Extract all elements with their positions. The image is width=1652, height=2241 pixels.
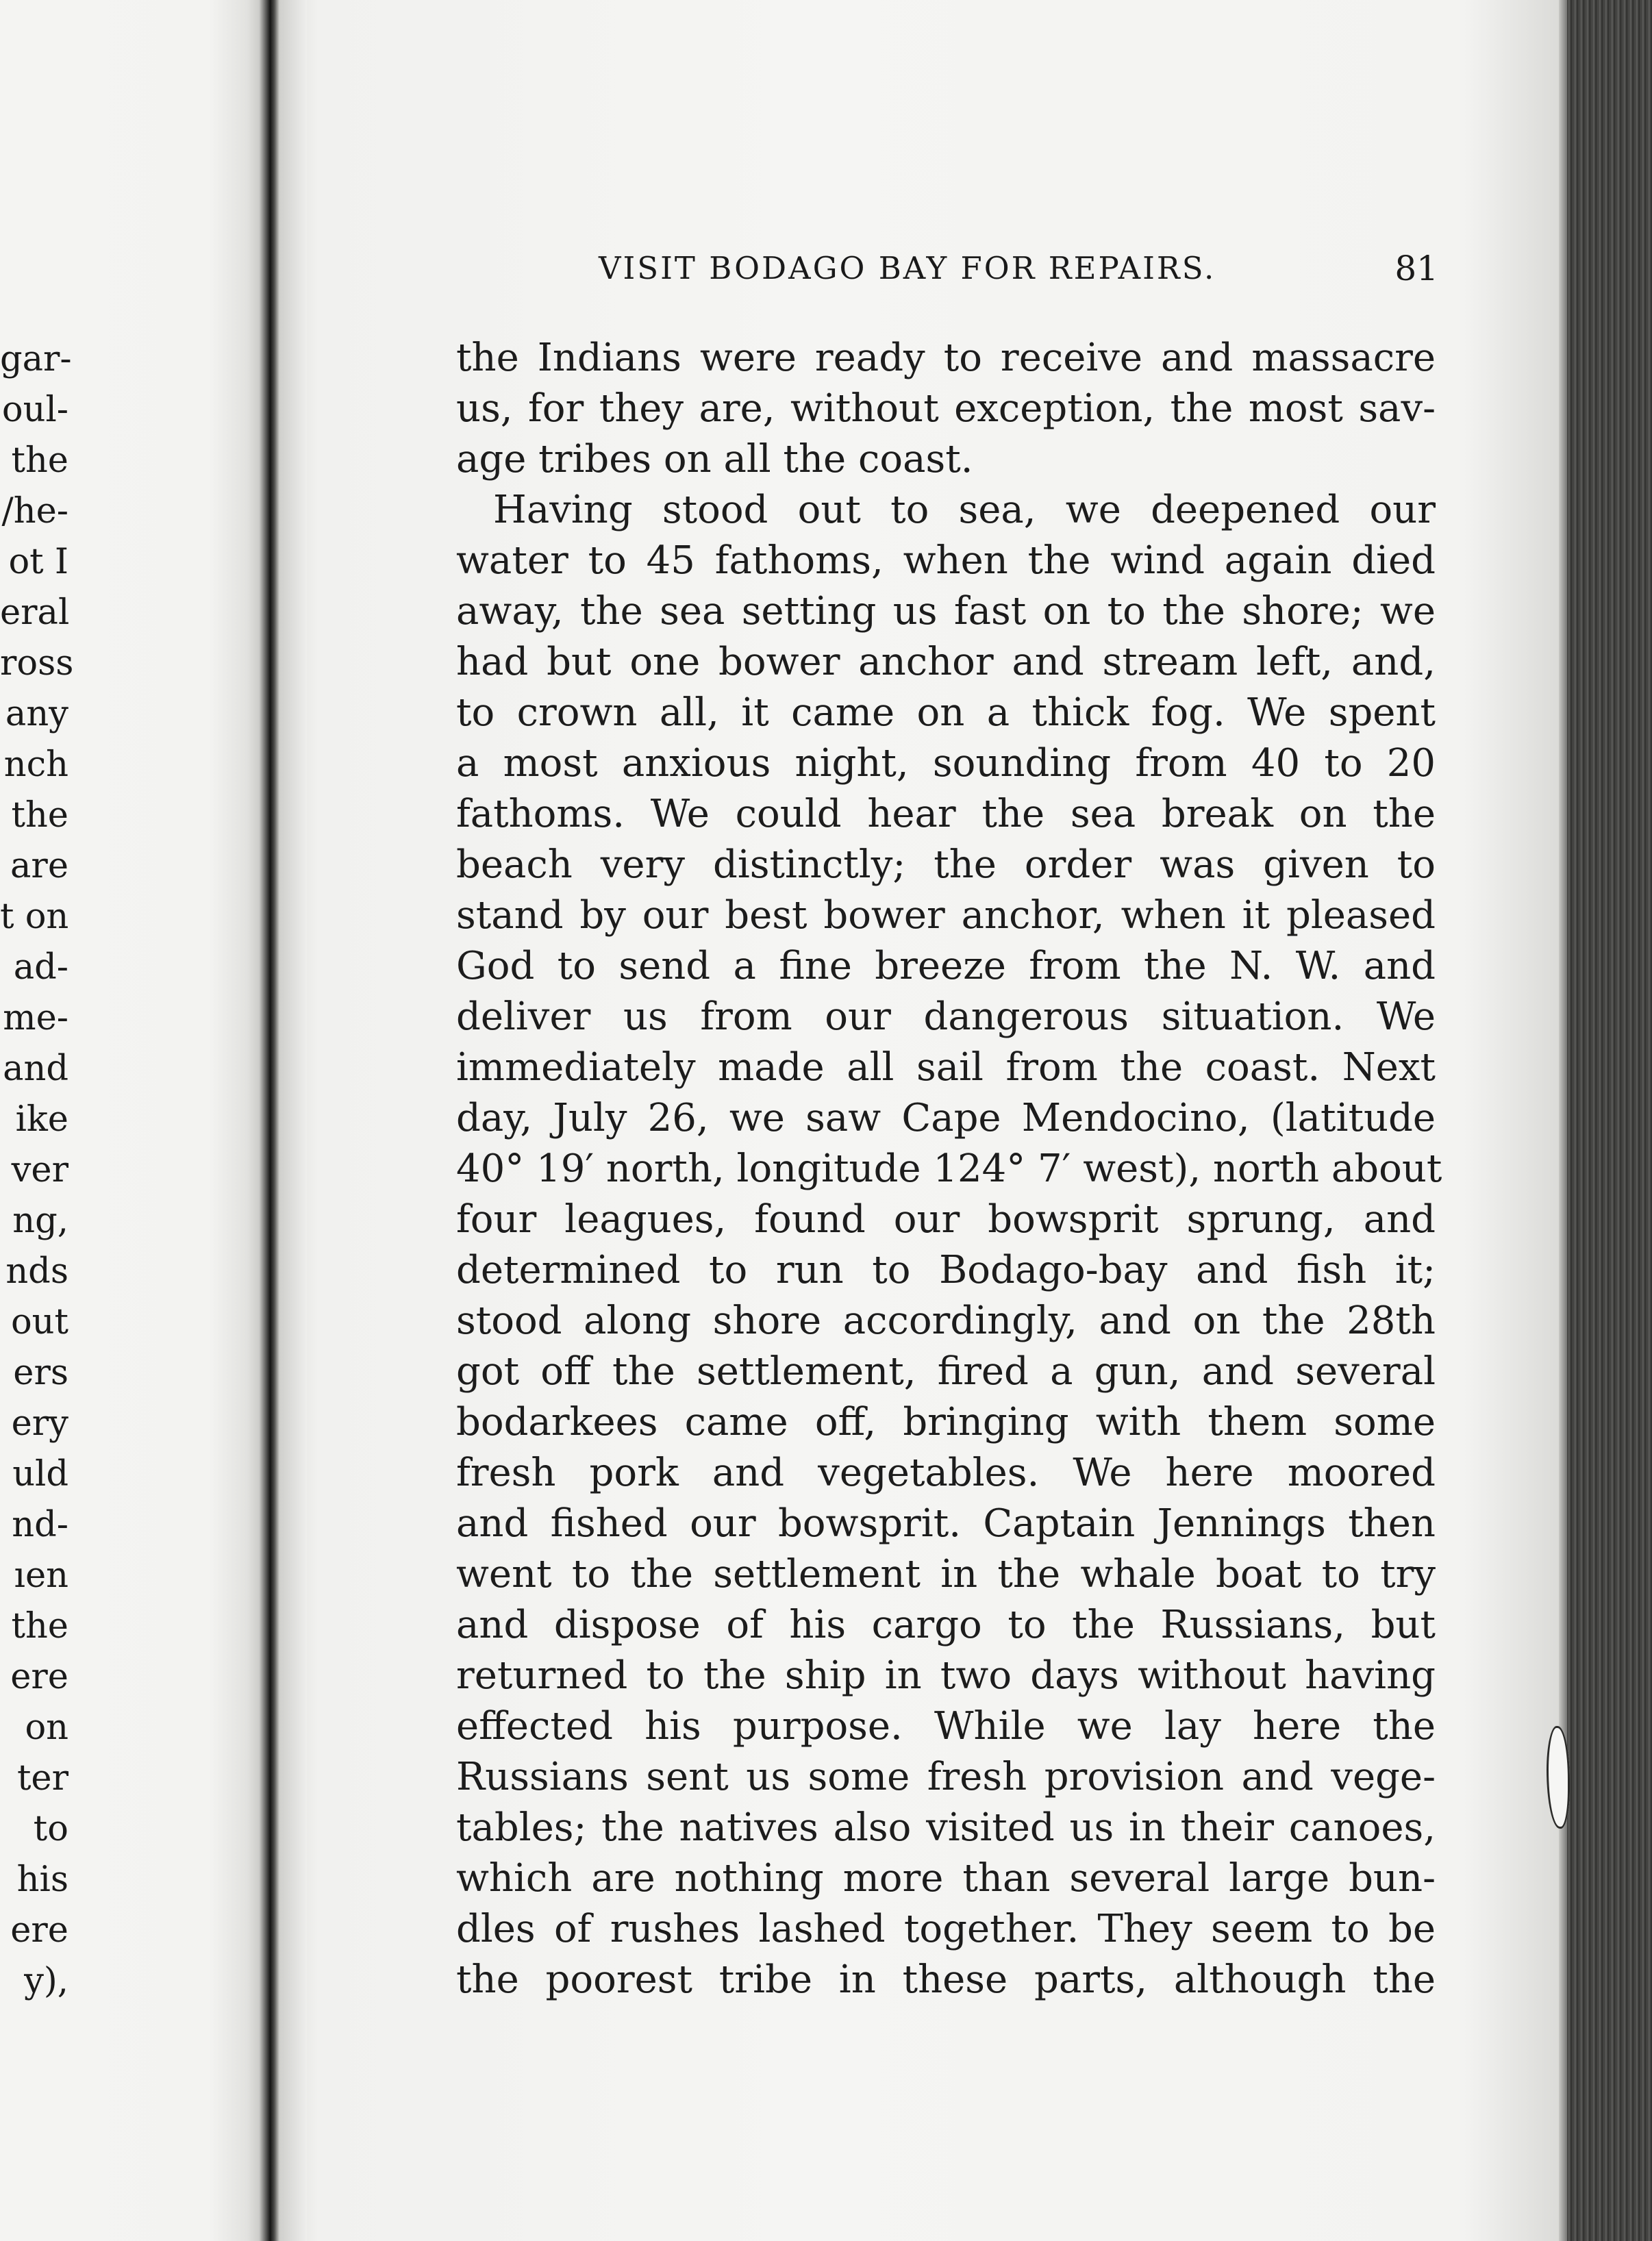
left-page-line: nch xyxy=(3,744,68,785)
text-line: and dispose of his cargo to the Russians, but xyxy=(456,1603,1436,1647)
text-line: deliver us from our dangerous situation. We xyxy=(456,994,1436,1039)
left-page-line: ery xyxy=(11,1403,68,1444)
page-header-title: VISIT BODAGO BAY FOR REPAIRS. xyxy=(599,250,1216,286)
left-page-line: any xyxy=(5,694,68,734)
text-line: fathoms. We could hear the sea break on the xyxy=(456,792,1436,836)
text-line: had but one bower anchor and stream left, and, xyxy=(456,640,1436,684)
text-line: Having stood out to sea, we deepened our xyxy=(493,488,1436,532)
left-page-line: the xyxy=(11,1606,68,1647)
left-page-line: ng, xyxy=(12,1201,68,1241)
text-line: effected his purpose. While we lay here the xyxy=(456,1704,1436,1749)
text-line: got off the settlement, fired a gun, and several xyxy=(456,1349,1436,1394)
text-line: tables; the natives also visited us in their canoes, xyxy=(456,1805,1436,1850)
left-page-line: ere xyxy=(10,1910,68,1951)
left-page-line: out xyxy=(10,1302,68,1342)
left-page-line: eral xyxy=(0,592,70,633)
gutter-shadow xyxy=(279,0,307,2241)
book-fore-edge xyxy=(1567,0,1652,2241)
left-page-line: on xyxy=(25,1707,68,1748)
left-page-line: ot I xyxy=(8,542,68,582)
text-line: stand by our best bower anchor, when it pleased xyxy=(456,893,1436,938)
page-number: 81 xyxy=(1394,249,1438,288)
text-line: beach very distinctly; the order was given to xyxy=(456,842,1436,887)
text-line: the Indians were ready to receive and massacre xyxy=(456,336,1436,380)
text-line: determined to run to Bodago-bay and fish it; xyxy=(456,1248,1436,1292)
left-page xyxy=(0,0,268,2241)
text-line: age tribes on all the coast. xyxy=(456,437,973,481)
text-line: water to 45 fathoms, when the wind again died xyxy=(456,538,1436,583)
left-page-line: ike xyxy=(15,1099,68,1140)
left-page-line: ad- xyxy=(13,947,68,988)
text-line: 40° 19′ north, longitude 124° 7′ west), north about xyxy=(456,1147,1442,1191)
running-head xyxy=(599,241,1438,296)
text-line: God to send a fine breeze from the N. W. and xyxy=(456,944,1436,988)
left-page-text-fragments xyxy=(0,334,74,2007)
page-body-text xyxy=(456,333,1442,2005)
left-page-line: t on xyxy=(0,897,69,937)
text-line: which are nothing more than several large bun- xyxy=(456,1856,1436,1901)
left-page-line: me- xyxy=(3,998,68,1038)
left-page-line: ere xyxy=(10,1657,68,1697)
text-line: a most anxious night, sounding from 40 to 20 xyxy=(456,741,1436,786)
left-page-line: the xyxy=(11,795,68,836)
book-gutter xyxy=(259,0,279,2241)
left-page-line: y), xyxy=(24,1961,68,2001)
left-page-line: and xyxy=(3,1049,68,1089)
text-line: Russians sent us some fresh provision and vege- xyxy=(456,1755,1436,1799)
text-line: to crown all, it came on a thick fog. We spent xyxy=(456,690,1436,735)
text-line: went to the settlement in the whale boat to try xyxy=(456,1552,1436,1597)
text-line: the poorest tribe in these parts, although the xyxy=(456,1957,1436,2002)
text-line: and fished our bowsprit. Captain Jennings then xyxy=(456,1501,1436,1546)
left-page-line: uld xyxy=(12,1454,68,1494)
left-page-line: ıen xyxy=(14,1555,68,1596)
left-page-line: gar- xyxy=(0,339,72,379)
text-line: stood along shore accordingly, and on the 28th xyxy=(456,1299,1436,1343)
left-page-line: ross xyxy=(0,643,74,684)
left-page-line: ter xyxy=(16,1758,68,1799)
text-line: away, the sea setting us fast on to the shore; we xyxy=(456,589,1436,634)
left-page-line: ver xyxy=(11,1150,68,1190)
text-line: dles of rushes lashed together. They seem to be xyxy=(456,1907,1436,1951)
left-page-line: ers xyxy=(13,1353,68,1393)
text-line: us, for they are, without exception, the most sav- xyxy=(456,386,1436,431)
text-line: fresh pork and vegetables. We here moored xyxy=(456,1451,1436,1495)
left-page-line: to xyxy=(33,1809,68,1849)
left-page-line: nd- xyxy=(12,1505,68,1545)
left-page-line: his xyxy=(16,1860,68,1900)
left-page-line: the xyxy=(11,440,68,481)
left-page-line: oul- xyxy=(1,390,68,430)
text-line: four leagues, found our bowsprit sprung, and xyxy=(456,1197,1436,1242)
text-line: bodarkees came off, bringing with them some xyxy=(456,1400,1436,1444)
text-line: immediately made all sail from the coast. Next xyxy=(456,1045,1436,1090)
left-page-line: are xyxy=(10,846,68,886)
text-line: returned to the ship in two days without having xyxy=(456,1653,1436,1698)
text-line: day, July 26, we saw Cape Mendocino, (latitude xyxy=(456,1096,1436,1140)
left-page-line: nds xyxy=(5,1251,68,1292)
left-page-line: /he- xyxy=(1,491,68,531)
